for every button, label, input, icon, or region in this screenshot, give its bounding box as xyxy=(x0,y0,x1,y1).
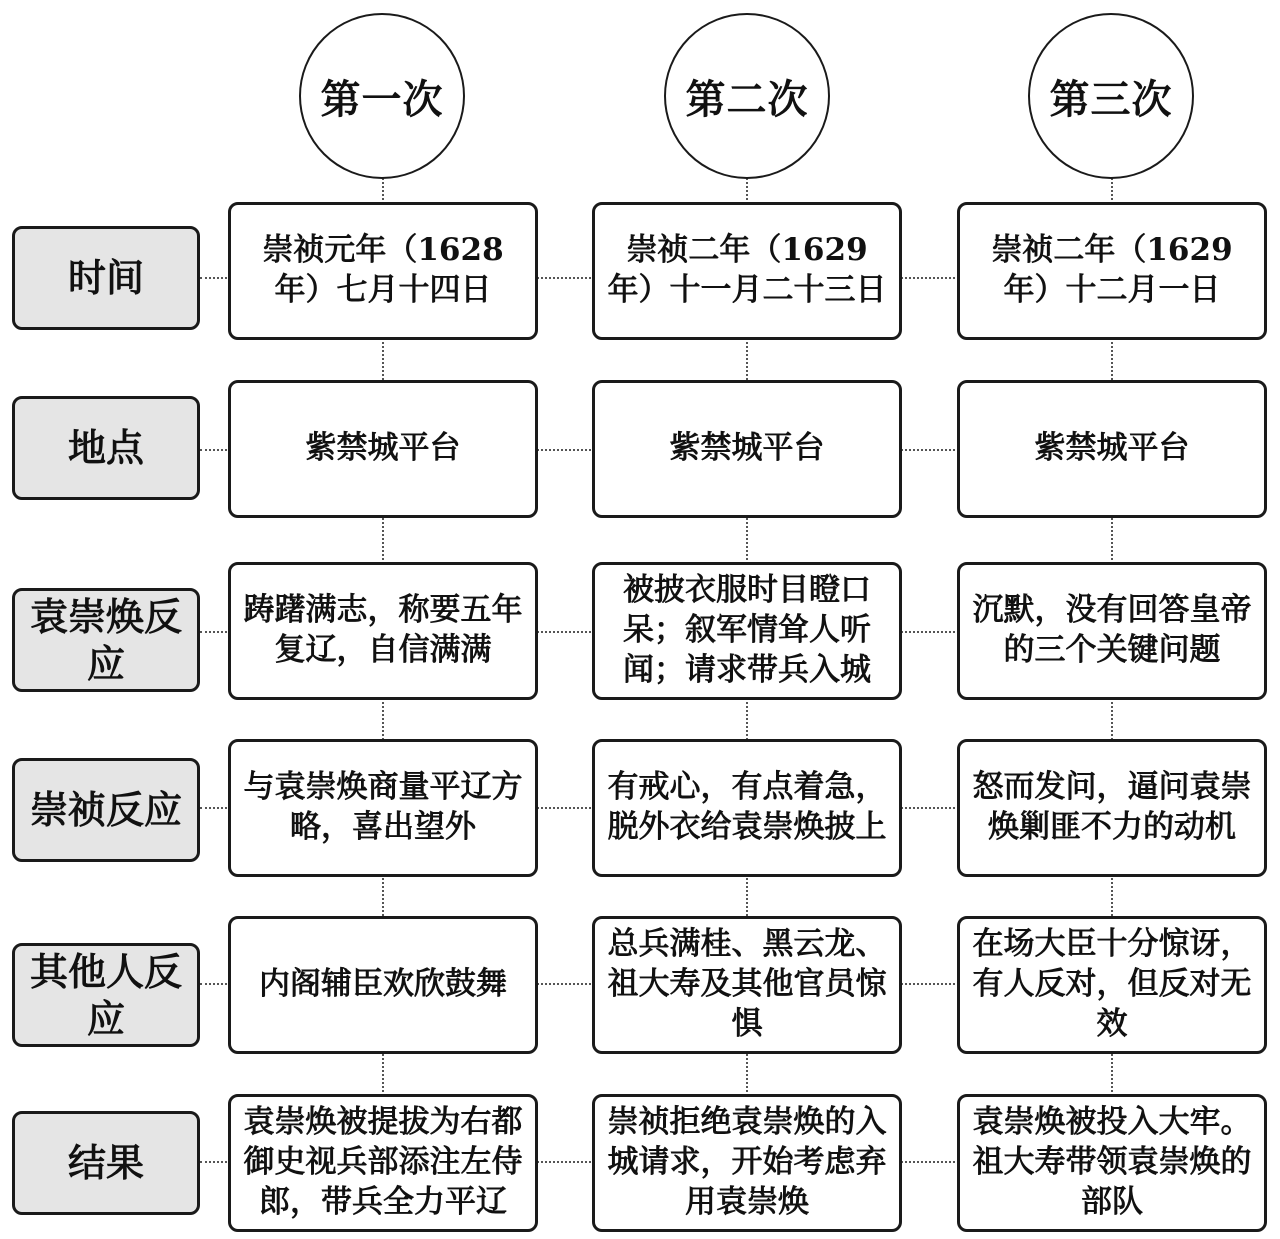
column-header-2: 第二次 xyxy=(664,13,830,179)
row-label-yuan-reaction: 袁崇焕反应 xyxy=(12,588,200,692)
cell-place-3: 紫禁城平台 xyxy=(957,380,1267,518)
cell-yuan-reaction-1: 踌躇满志，称要五年复辽，自信满满 xyxy=(228,562,538,700)
cell-chongzhen-reaction-1: 与袁崇焕商量平辽方略，喜出望外 xyxy=(228,739,538,877)
cell-time-1: 崇祯元年（1628年）七月十四日 xyxy=(228,202,538,340)
row-label-place: 地点 xyxy=(12,396,200,500)
cell-result-1: 袁崇焕被提拔为右都御史视兵部添注左侍郎，带兵全力平辽 xyxy=(228,1094,538,1232)
cell-yuan-reaction-2: 被披衣服时目瞪口呆；叙军情耸人听闻；请求带兵入城 xyxy=(592,562,902,700)
row-label-time: 时间 xyxy=(12,226,200,330)
cell-others-reaction-3: 在场大臣十分惊讶，有人反对，但反对无效 xyxy=(957,916,1267,1054)
cell-place-2: 紫禁城平台 xyxy=(592,380,902,518)
cell-result-3: 袁崇焕被投入大牢。祖大寿带领袁崇焕的部队 xyxy=(957,1094,1267,1232)
cell-result-2: 崇祯拒绝袁崇焕的入城请求，开始考虑弃用袁崇焕 xyxy=(592,1094,902,1232)
row-label-chongzhen-reaction: 崇祯反应 xyxy=(12,758,200,862)
cell-chongzhen-reaction-2: 有戒心，有点着急，脱外衣给袁崇焕披上 xyxy=(592,739,902,877)
cell-others-reaction-2: 总兵满桂、黑云龙、祖大寿及其他官员惊惧 xyxy=(592,916,902,1054)
cell-place-1: 紫禁城平台 xyxy=(228,380,538,518)
row-label-result: 结果 xyxy=(12,1111,200,1215)
cell-time-2: 崇祯二年（1629年）十一月二十三日 xyxy=(592,202,902,340)
cell-yuan-reaction-3: 沉默，没有回答皇帝的三个关键问题 xyxy=(957,562,1267,700)
cell-time-3: 崇祯二年（1629年）十二月一日 xyxy=(957,202,1267,340)
column-header-3: 第三次 xyxy=(1028,13,1194,179)
column-header-1: 第一次 xyxy=(299,13,465,179)
cell-chongzhen-reaction-3: 怒而发问，逼问袁崇焕剿匪不力的动机 xyxy=(957,739,1267,877)
cell-others-reaction-1: 内阁辅臣欢欣鼓舞 xyxy=(228,916,538,1054)
row-label-others-reaction: 其他人反应 xyxy=(12,943,200,1047)
